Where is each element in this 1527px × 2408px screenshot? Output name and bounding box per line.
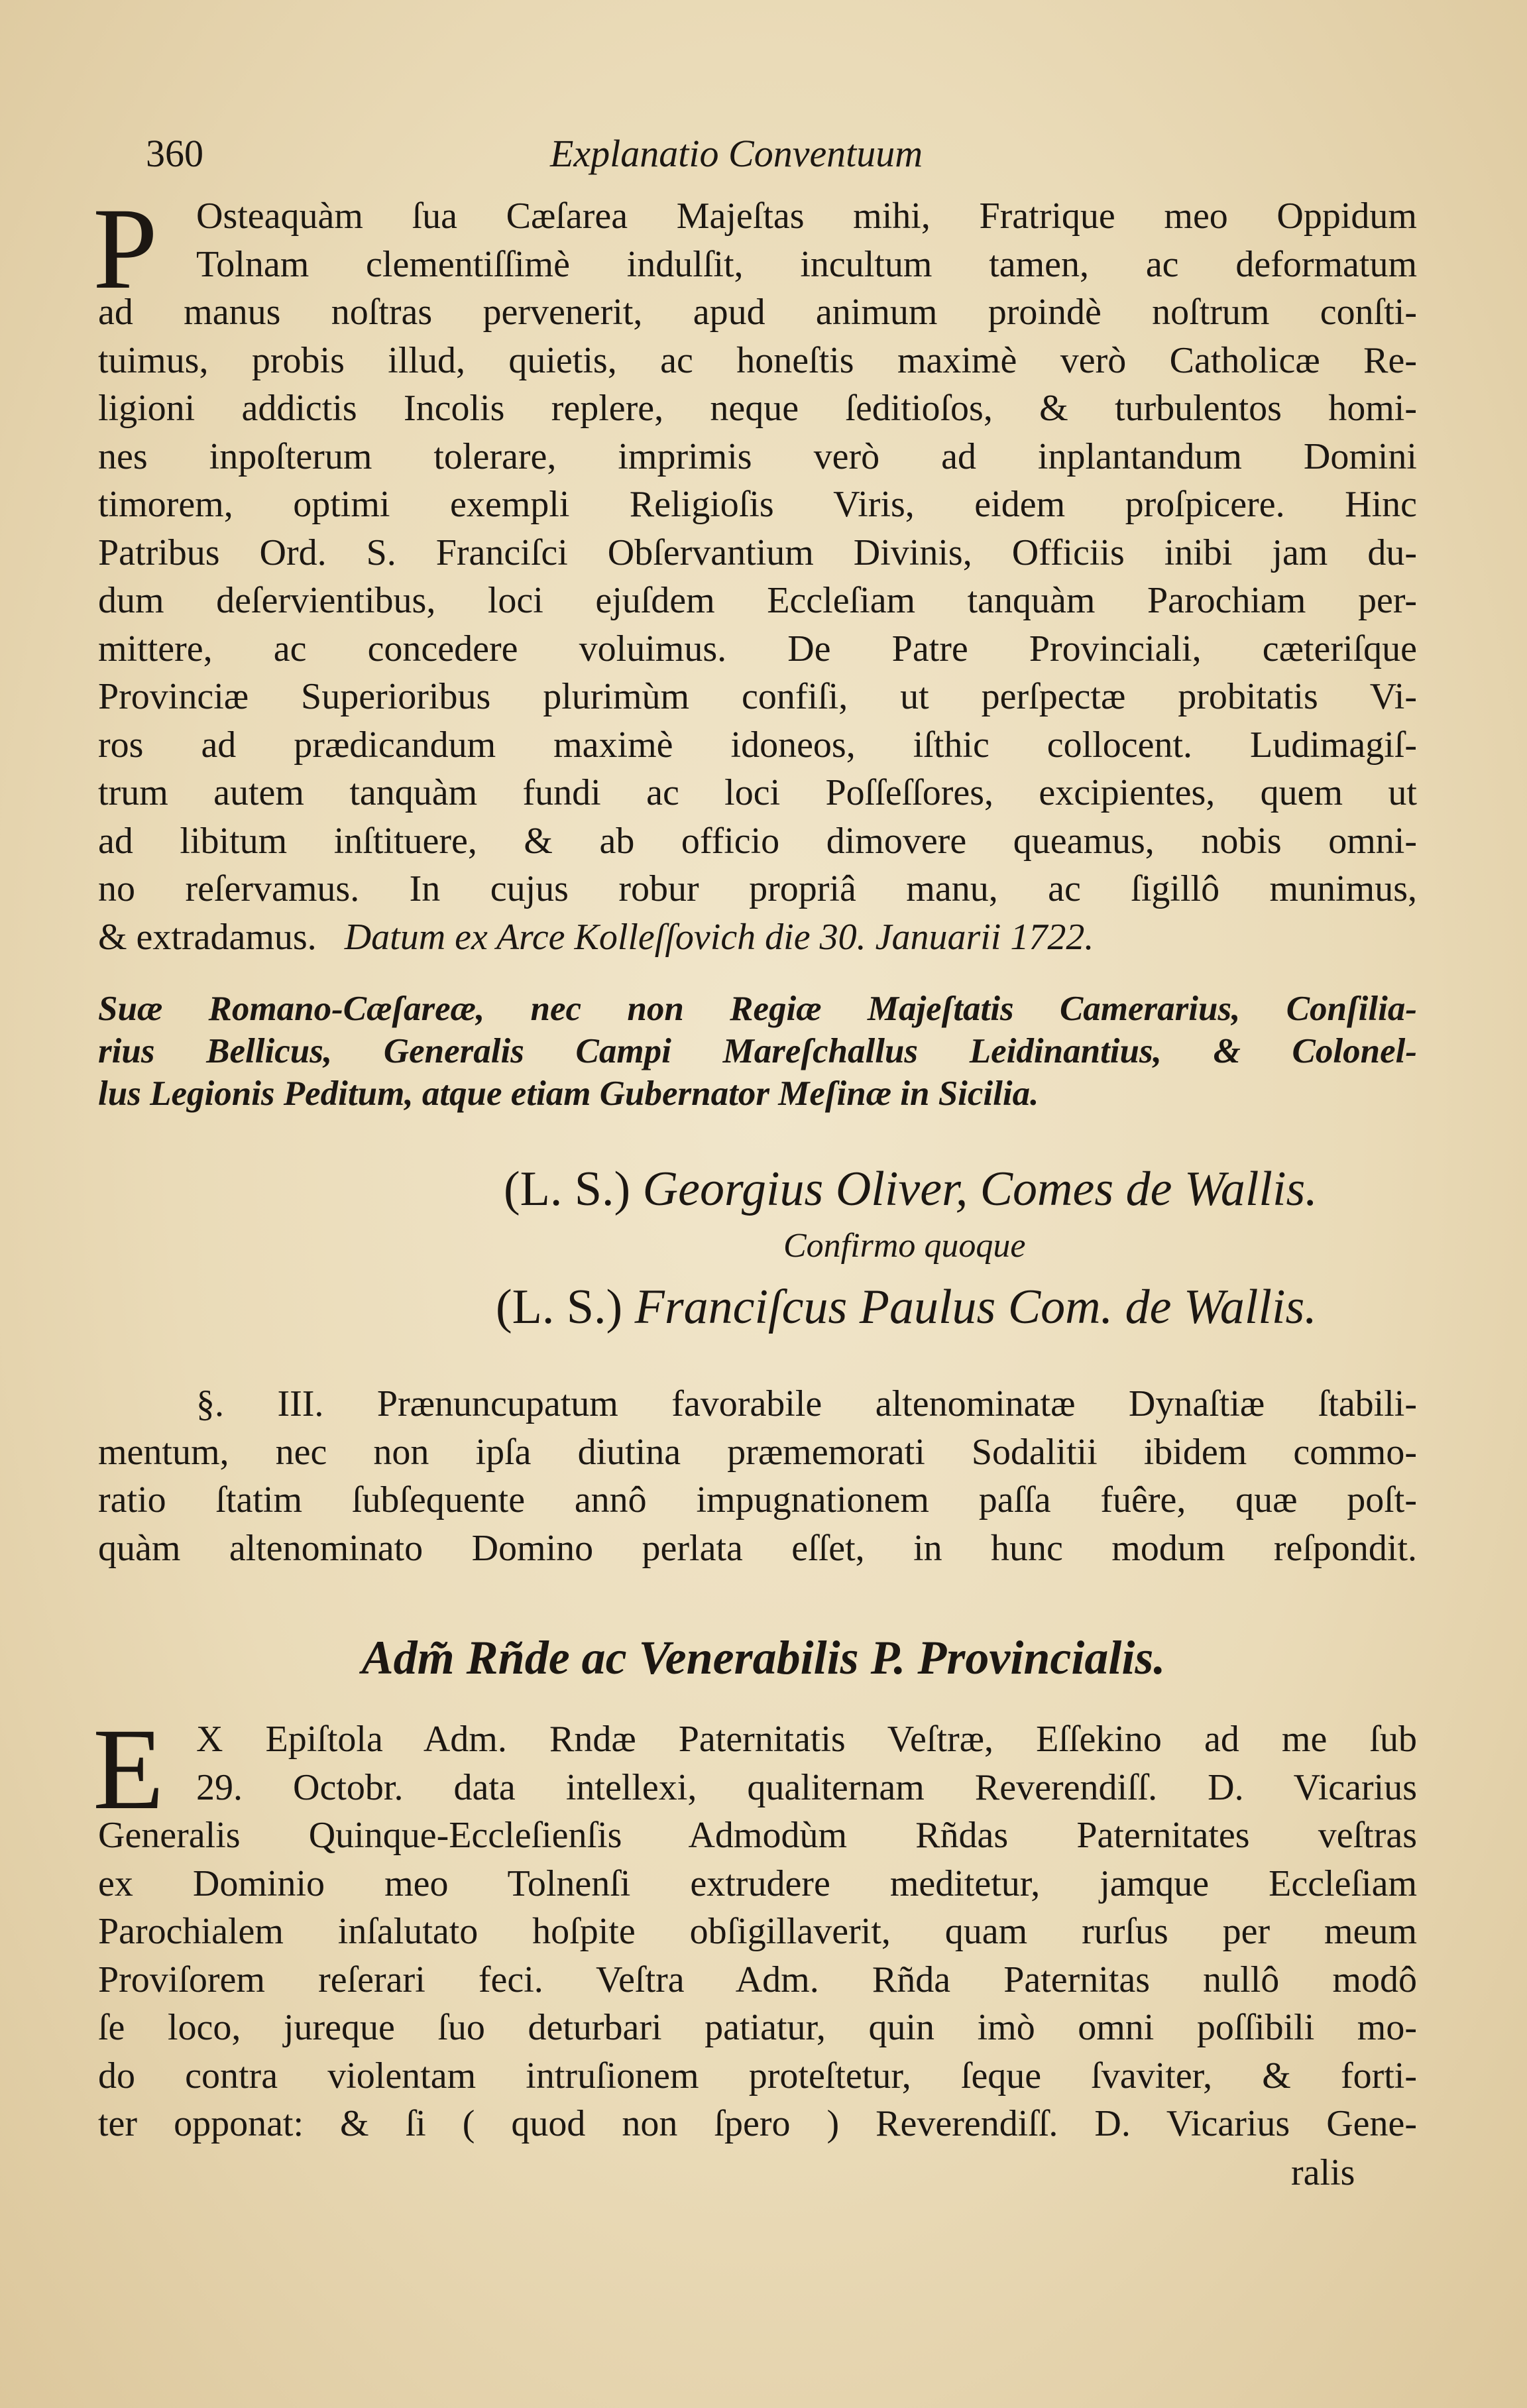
text-line: Patribus Ord. S. Franciſci Obſervantium Divinis, Officiis inibi jam du- bbox=[98, 532, 1417, 573]
text-line: ratio ſtatim ſubſequente annô impugnationem paſſa fuêre, quæ poſt- bbox=[98, 1479, 1417, 1520]
text-line: ſe loco, jureque ſuo deturbari patiatur, quin imò omni poſſibili mo- bbox=[98, 2007, 1417, 2048]
text-line: ad libitum inſtituere, & ab officio dimovere queamus, nobis omni- bbox=[98, 820, 1417, 862]
text-line: ligioni addictis Incolis replere, neque ſeditioſos, & turbulentos homi- bbox=[98, 388, 1417, 429]
text-line: trum autem tanquàm fundi ac loci Poſſeſſores, excipientes, quem ut bbox=[98, 772, 1417, 813]
text-line: ros ad prædicandum maximè idoneos, iſthic collocent. Ludimagiſ- bbox=[98, 724, 1417, 766]
text-line: Osteaquàm ſua Cæſarea Majeſtas mihi, Fratrique meo Oppidum bbox=[196, 196, 1417, 237]
dated-line bbox=[98, 913, 1417, 962]
text-line: do contra violentam intruſionem proteſtetur, ſeque ſvaviter, & forti- bbox=[98, 2055, 1417, 2096]
section-iii-paragraph bbox=[98, 1380, 1417, 1572]
seal-mark: (L. S.) bbox=[496, 1280, 623, 1334]
signature-1 bbox=[504, 1161, 1318, 1218]
text-line: timorem, optimi exempli Religioſis Viris, eidem proſpicere. Hinc bbox=[98, 484, 1417, 525]
confirmo-line: Confirmo quoque bbox=[783, 1227, 1026, 1265]
signatory-name: Georgius Oliver, Comes de Wallis. bbox=[642, 1162, 1318, 1216]
running-title: Explanatio Conventuum bbox=[550, 132, 923, 175]
title-line: rius Bellicus, Generalis Campi Mareſchallus Leidinantius, & Colonel- bbox=[98, 1032, 1417, 1070]
letter-paragraph bbox=[98, 1715, 1417, 2148]
text-line: Tolnam clementiſſimè indulſit, incultum tamen, ac deformatum bbox=[196, 243, 1417, 285]
text-line: Provinciæ Superioribus plurimùm confiſi, ut perſpectæ probitatis Vi- bbox=[98, 676, 1417, 717]
text-line: 29. Octobr. data intellexi, qualiternam Reverendiſſ. D. Vicarius bbox=[196, 1766, 1417, 1808]
date-line: Datum ex Arce Kolleſſovich die 30. Januarii 1722. bbox=[344, 916, 1094, 958]
seal-mark: (L. S.) bbox=[504, 1162, 631, 1216]
text-line: mittere, ac concedere voluimus. De Patre Provinciali, cæteriſque bbox=[98, 628, 1417, 669]
signature-2 bbox=[496, 1279, 1317, 1336]
text-line: X Epiſtola Adm. Rndæ Paternitatis Veſtræ, Eſſekino ad me ſub bbox=[196, 1719, 1417, 1760]
text-line: Proviſorem reſerari feci. Veſtra Adm. Rñda Paternitas nullô modô bbox=[98, 1959, 1417, 2000]
decree-paragraph bbox=[98, 192, 1417, 961]
text-line: no reſervamus. In cujus robur propriâ manu, ac ſigillô munimus, bbox=[98, 868, 1417, 909]
title-line: lus Legionis Peditum, atque etiam Gubernator Meſinæ in Sicilia. bbox=[98, 1074, 1039, 1113]
drop-cap-p: P bbox=[93, 184, 158, 314]
text-line: quàm altenominato Domino perlata eſſet, in hunc modum reſpondit. bbox=[98, 1527, 1417, 1569]
letter-salutation: Adm̃ Rñde ac Venerabilis P. Provincialis. bbox=[361, 1631, 1166, 1684]
text-line: Parochialem inſalutato hoſpite obſigillaverit, quam rurſus per meum bbox=[98, 1911, 1417, 1952]
catchword: ralis bbox=[1291, 2152, 1355, 2193]
text-line: ex Dominio meo Tolnenſi extrudere meditetur, jamque Eccleſiam bbox=[98, 1863, 1417, 1904]
page-number: 360 bbox=[146, 132, 203, 175]
title-line: Suæ Romano-Cæſareæ, nec non Regiæ Majeſtatis Camerarius, Conſilia- bbox=[98, 990, 1417, 1028]
text-line: Generalis Quinque-Eccleſienſis Admodùm Rñdas Paternitates veſtras bbox=[98, 1815, 1417, 1856]
text-line: dum deſervientibus, loci ejuſdem Eccleſiam tanquàm Parochiam per- bbox=[98, 580, 1417, 621]
text-line: tuimus, probis illud, quietis, ac honeſtis maximè verò Catholicæ Re- bbox=[98, 339, 1417, 381]
text-line-plain: & extradamus. bbox=[98, 916, 317, 958]
text-line: mentum, nec non ipſa diutina præmemorati Sodalitii ibidem commo- bbox=[98, 1431, 1417, 1473]
page-header bbox=[146, 131, 1405, 184]
drop-cap-e: E bbox=[93, 1705, 164, 1834]
titles-block bbox=[98, 988, 1417, 1115]
signatory-name: Franciſcus Paulus Com. de Wallis. bbox=[634, 1280, 1317, 1334]
text-line: nes inpoſterum tolerare, imprimis verò ad inplantandum Domini bbox=[98, 435, 1417, 477]
text-line: ter opponat: & ſi ( quod non ſpero ) Reverendiſſ. D. Vicarius Gene- bbox=[98, 2103, 1417, 2144]
text-line: §. III. Prænuncupatum favorabile altenominatæ Dynaſtiæ ſtabili- bbox=[196, 1383, 1417, 1424]
text-line: ad manus noſtras pervenerit, apud animum proindè noſtrum conſti- bbox=[98, 292, 1417, 333]
